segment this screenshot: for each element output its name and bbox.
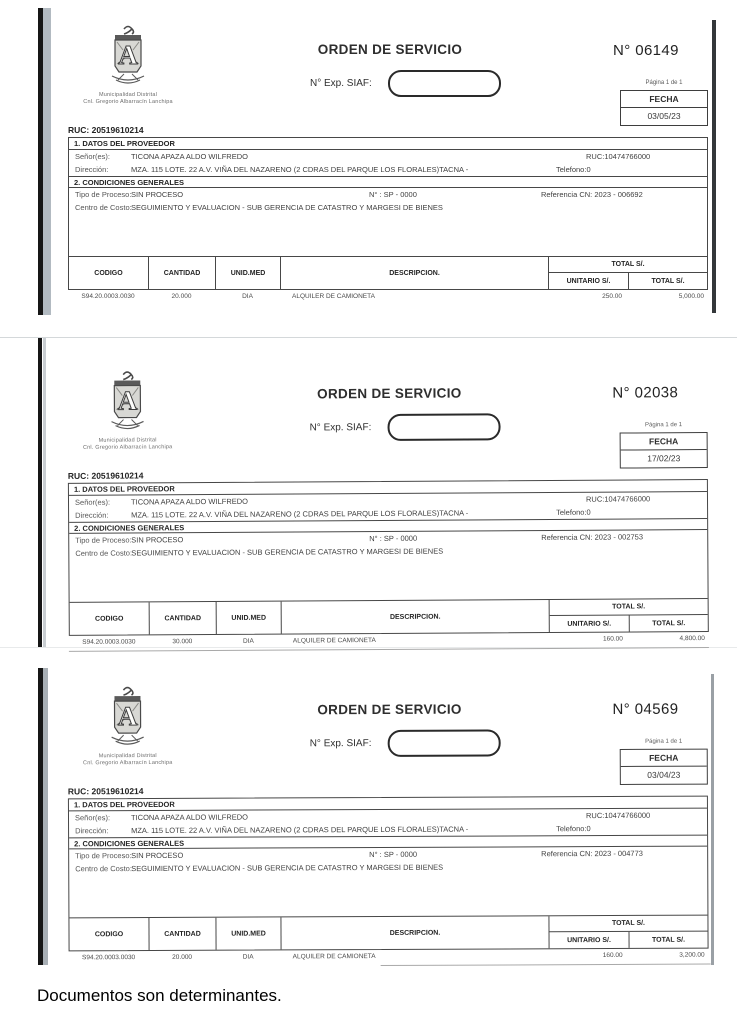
org-name-line1: Municipalidad Distrital [98, 92, 158, 98]
fecha-label: FECHA [621, 750, 707, 767]
col-codigo: CODIGO [69, 918, 149, 950]
centro-costo-label: Centro de Costo: [75, 203, 132, 212]
item-codigo: S94.20.0003.0030 [81, 293, 135, 300]
senores-value: TICONA APAZA ALDO WILFREDO [131, 152, 248, 161]
section1-title: 1. DATOS DEL PROVEEDOR [69, 480, 707, 496]
senores-label: Señor(es): [75, 152, 111, 161]
page-indicator: Página 1 de 1 [645, 80, 683, 86]
item-total: 4,800.00 [679, 635, 705, 643]
tipo-proceso-label: Tipo de Proceso: [75, 190, 132, 199]
items-table-header [70, 598, 708, 635]
item-cantidad: 20.000 [172, 953, 193, 961]
item-descripcion: ALQUILER DE CAMIONETA [292, 293, 375, 300]
col-unidmed: UNID.MED [216, 257, 281, 289]
tipo-proceso-value: SIN PROCESO [131, 850, 184, 861]
municipality-logo [67, 369, 187, 452]
entity-ruc: RUC: 20519610214 [68, 125, 144, 135]
direccion-label: Dirección: [75, 826, 109, 836]
numero-proceso: N° : SP - 0000 [369, 190, 417, 199]
item-descripcion: ALQUILER DE CAMIONETA [292, 953, 376, 961]
org-name-line1: Municipalidad Distrital [98, 752, 157, 760]
direccion-value: MZA. 115 LOTE. 22 A.V. VIÑA DEL NAZARENO (2 CDRAS DEL PARQUE LOS FLORALES)TACNA - [131, 508, 469, 520]
item-unitario: 250.00 [602, 293, 622, 300]
fecha-box [620, 749, 708, 785]
col-total: TOTAL S/. [651, 277, 685, 285]
item-unitario: 160.00 [602, 951, 623, 960]
crest-icon [106, 24, 150, 90]
org-name-line2: Cnl. Gregorio Albarracín Lanchipa [83, 99, 173, 105]
direccion-value: MZA. 115 LOTE. 22 A.V. VIÑA DEL NAZARENO (2 CDRAS DEL PARQUE LOS FLORALES)TACNA - [131, 165, 469, 174]
exp-siaf-label: N° Exp. SIAF: [309, 738, 372, 750]
fecha-value: 03/05/23 [647, 111, 681, 121]
fecha-value: 03/04/23 [647, 769, 681, 780]
col-unitario: UNITARIO S/. [550, 932, 630, 948]
entity-ruc: RUC: 20519610214 [67, 786, 144, 797]
provider-row [69, 150, 707, 163]
page-indicator: Página 1 de 1 [645, 422, 683, 429]
col-codigo: CODIGO [70, 602, 150, 634]
item-cantidad: 30.000 [172, 638, 193, 646]
scan-binding-edge [38, 338, 42, 647]
section1-title: 1. DATOS DEL PROVEEDOR [69, 797, 707, 812]
exp-siaf-field [388, 729, 501, 756]
address-row [69, 163, 707, 176]
item-cantidad: 20.000 [171, 293, 192, 300]
scan-binding-edge-light [43, 668, 48, 965]
item-unidad: DIA [242, 637, 254, 645]
cost-center-row [69, 201, 707, 214]
svg-text:A: A [117, 701, 138, 732]
table-row [68, 292, 708, 303]
centro-costo-value: SEGUIMIENTO Y EVALUACION - SUB GERENCIA DE CATASTRO Y MARGESI DE BIENES [131, 203, 443, 212]
crest-icon [105, 685, 149, 751]
svg-text:A: A [118, 40, 138, 70]
service-order-document-2 [0, 337, 737, 648]
col-codigo: CODIGO [69, 257, 149, 289]
form-body [68, 479, 709, 636]
col-unidmed: UNID.MED [216, 917, 281, 949]
direccion-label: Dirección: [75, 165, 109, 174]
provider-ruc: RUC:10474766000 [585, 810, 651, 821]
fecha-label: FECHA [621, 433, 707, 451]
col-cantidad: CANTIDAD [149, 918, 216, 950]
org-name-line1: Municipalidad Distrital [98, 437, 157, 444]
item-unitario: 160.00 [602, 635, 623, 643]
order-number: N° 04569 [612, 700, 679, 718]
senores-value: TICONA APAZA ALDO WILFREDO [130, 496, 249, 507]
direccion-value: MZA. 115 LOTE. 22 A.V. VIÑA DEL NAZARENO (2 CDRAS DEL PARQUE LOS FLORALES)TACNA - [131, 824, 469, 836]
order-number: N° 02038 [612, 384, 679, 402]
items-table-header [69, 256, 707, 289]
numero-proceso: N° : SP - 0000 [369, 849, 418, 860]
col-cantidad: CANTIDAD [150, 602, 217, 634]
tipo-proceso-label: Tipo de Proceso: [75, 535, 132, 545]
referencia-cn: Referencia CN: 2023 - 004773 [541, 848, 643, 859]
document-title: ORDEN DE SERVICIO [317, 385, 462, 402]
tipo-proceso-label: Tipo de Proceso: [75, 851, 132, 861]
item-codigo: S94.20.0003.0030 [82, 954, 136, 962]
process-row [69, 188, 707, 201]
item-codigo: S94.20.0003.0030 [82, 638, 136, 646]
provider-ruc: RUC:10474766000 [586, 152, 651, 161]
centro-costo-value: SEGUIMIENTO Y EVALUACION - SUB GERENCIA DE CATASTRO Y MARGESI DE BIENES [131, 546, 444, 558]
centro-costo-label: Centro de Costo: [75, 864, 132, 874]
form-body [68, 137, 708, 290]
service-order-document-1 [0, 8, 737, 315]
section2-title: 2. CONDICIONES GENERALES [69, 518, 707, 534]
municipality-logo [68, 24, 188, 106]
document-paper [49, 667, 711, 967]
senores-value: TICONA APAZA ALDO WILFREDO [130, 812, 249, 823]
item-total: 3,200.00 [679, 951, 705, 959]
col-cantidad: CANTIDAD [149, 257, 216, 289]
telefono: Telefono:0 [556, 824, 591, 834]
col-total: TOTAL S/. [651, 936, 686, 944]
section1-title: 1. DATOS DEL PROVEEDOR [69, 138, 707, 150]
telefono: Telefono:0 [556, 507, 591, 517]
senores-label: Señor(es): [74, 497, 111, 507]
fecha-label: FECHA [621, 91, 707, 108]
svg-text:A: A [117, 385, 138, 416]
fecha-box [620, 432, 708, 469]
fecha-box [620, 90, 708, 126]
blank-space [69, 214, 707, 256]
blank-space [69, 873, 707, 918]
numero-proceso: N° : SP - 0000 [369, 533, 418, 544]
col-total-group: TOTAL S/. [550, 599, 708, 616]
service-order-document-3 [0, 668, 737, 965]
scan-right-edge [712, 20, 716, 313]
order-number: N° 06149 [613, 42, 679, 59]
item-total: 5,000.00 [678, 293, 704, 300]
col-total-group: TOTAL S/. [549, 257, 707, 273]
referencia-cn: Referencia CN: 2023 - 006692 [541, 190, 643, 199]
col-total-group: TOTAL S/. [549, 916, 707, 933]
centro-costo-value: SEGUIMIENTO Y EVALUACION - SUB GERENCIA DE CATASTRO Y MARGESI DE BIENES [131, 862, 444, 874]
document-paper [50, 8, 711, 315]
table-row [69, 951, 709, 965]
col-descripcion: DESCRIPCION. [281, 916, 549, 949]
col-unitario: UNITARIO S/. [549, 273, 629, 289]
document-title: ORDEN DE SERVICIO [317, 42, 463, 57]
item-unidad: DIA [242, 953, 254, 961]
section2-title: 2. CONDICIONES GENERALES [69, 835, 707, 850]
col-unidmed: UNID.MED [217, 602, 282, 634]
document-title: ORDEN DE SERVICIO [317, 701, 462, 718]
senores-label: Señor(es): [74, 813, 111, 823]
crest-icon [105, 369, 149, 435]
entity-ruc: RUC: 20519610214 [67, 470, 144, 481]
direccion-label: Dirección: [75, 510, 109, 520]
exp-siaf-field [387, 413, 500, 441]
cost-center-row [69, 860, 707, 876]
tipo-proceso-value: SIN PROCESO [131, 190, 184, 199]
exp-siaf-field [388, 70, 501, 97]
telefono: Telefono:0 [556, 165, 591, 174]
blank-space [69, 556, 707, 602]
footer-note: Documentos son determinantes. [37, 986, 282, 1005]
scan-binding-edge-light [43, 338, 46, 647]
col-total: TOTAL S/. [652, 619, 686, 627]
col-descripcion: DESCRIPCION. [281, 257, 549, 289]
form-body [68, 796, 709, 952]
fecha-value: 17/02/23 [647, 453, 681, 464]
page-indicator: Página 1 de 1 [645, 738, 683, 745]
centro-costo-label: Centro de Costo: [75, 548, 133, 558]
address-row [69, 822, 707, 838]
referencia-cn: Referencia CN: 2023 - 002753 [541, 532, 644, 543]
scan-line-artifact [381, 964, 711, 966]
tipo-proceso-value: SIN PROCESO [131, 535, 184, 545]
item-descripcion: ALQUILER DE CAMIONETA [292, 637, 376, 645]
items-table-header [69, 915, 707, 951]
item-unidad: DIA [242, 293, 253, 300]
exp-siaf-label: N° Exp. SIAF: [309, 422, 372, 434]
section2-title: 2. CONDICIONES GENERALES [69, 176, 707, 188]
exp-siaf-label: N° Exp. SIAF: [310, 78, 372, 89]
org-name-line2: Cnl. Gregorio Albarracín Lanchipa [83, 759, 173, 767]
org-name-line2: Cnl. Gregorio Albarracín Lanchipa [82, 444, 173, 451]
municipality-logo [67, 685, 187, 768]
col-descripcion: DESCRIPCION. [282, 600, 550, 634]
document-paper [49, 350, 712, 649]
col-unitario: UNITARIO S/. [550, 615, 630, 631]
provider-ruc: RUC:10474766000 [585, 494, 651, 504]
